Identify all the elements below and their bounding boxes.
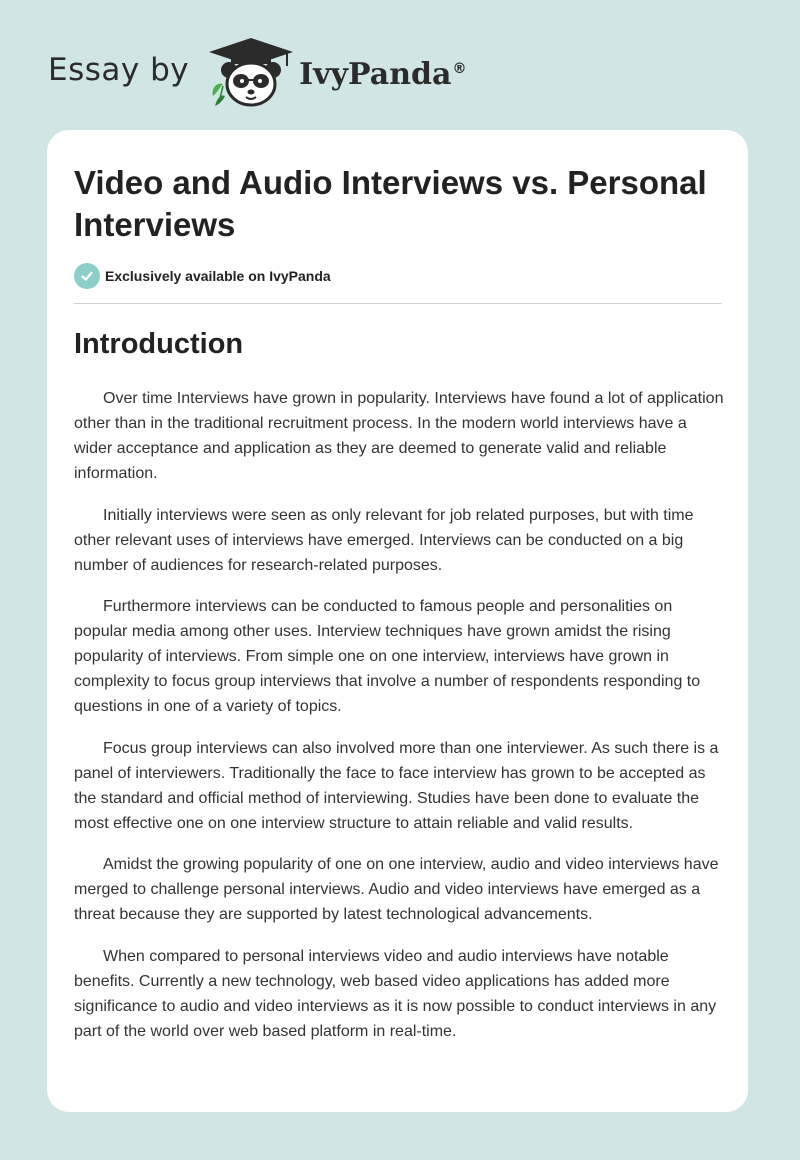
divider — [74, 303, 722, 304]
paragraph: Over time Interviews have grown in popularity. Interviews have found a lot of application other than in the traditional recruitment process. In the modern world interviews have a wider acceptance and application as they are deemed to generate valid and reliable information. — [74, 390, 724, 482]
essay-card — [47, 130, 748, 1112]
page-title: Video and Audio Interviews vs. Personal Interviews — [74, 164, 707, 243]
exclusive-badge — [74, 263, 331, 289]
registered-mark: ® — [452, 60, 467, 77]
article-body — [74, 386, 726, 1060]
brand-prefix: Essay by — [48, 52, 190, 88]
brand-name: IvyPanda® — [299, 56, 467, 92]
badge-text: Exclusively available on IvyPanda — [105, 268, 331, 284]
checkmark-icon — [74, 263, 100, 289]
paragraph: Furthermore interviews can be conducted to famous people and personalities on popular media among other uses. Interview techniques have grown amidst the rising popularity of interviews. From simple one on one interview, interviews have grown in complexity to focus group interviews that involve a number of respondents responding to questions in one of a variety of topics. — [74, 598, 701, 715]
paragraph: When compared to personal interviews video and audio interviews have notable benefits. Currently a new technology, web based video applications has added more significance to audio and video interviews as it is now possible to conduct interviews in any part of the world over web based platform in real-time. — [74, 947, 717, 1040]
paragraph: Initially interviews were seen as only relevant for job related purposes, but with time other relevant uses of interviews have emerged. Interviews can be conducted on a big number of audiences for research-related purposes. — [74, 506, 694, 574]
paragraph: Focus group interviews can also involved more than one interviewer. As such there is a panel of interviewers. Traditionally the face to face interview has grown to be accepted as the standard and official method of interviewing. Studies have been done to evaluate the most effective one on one interview structure to attain reliable and valid results. — [74, 739, 719, 832]
paragraph: Amidst the growing popularity of one on one interview, audio and video interviews have merged to challenge personal interviews. Audio and video interviews have emerged as a threat because they are supported by latest technological advancements. — [74, 856, 719, 923]
panda-logo-icon — [207, 36, 295, 108]
section-heading: Introduction — [74, 328, 244, 360]
brand-header[interactable] — [48, 36, 466, 108]
